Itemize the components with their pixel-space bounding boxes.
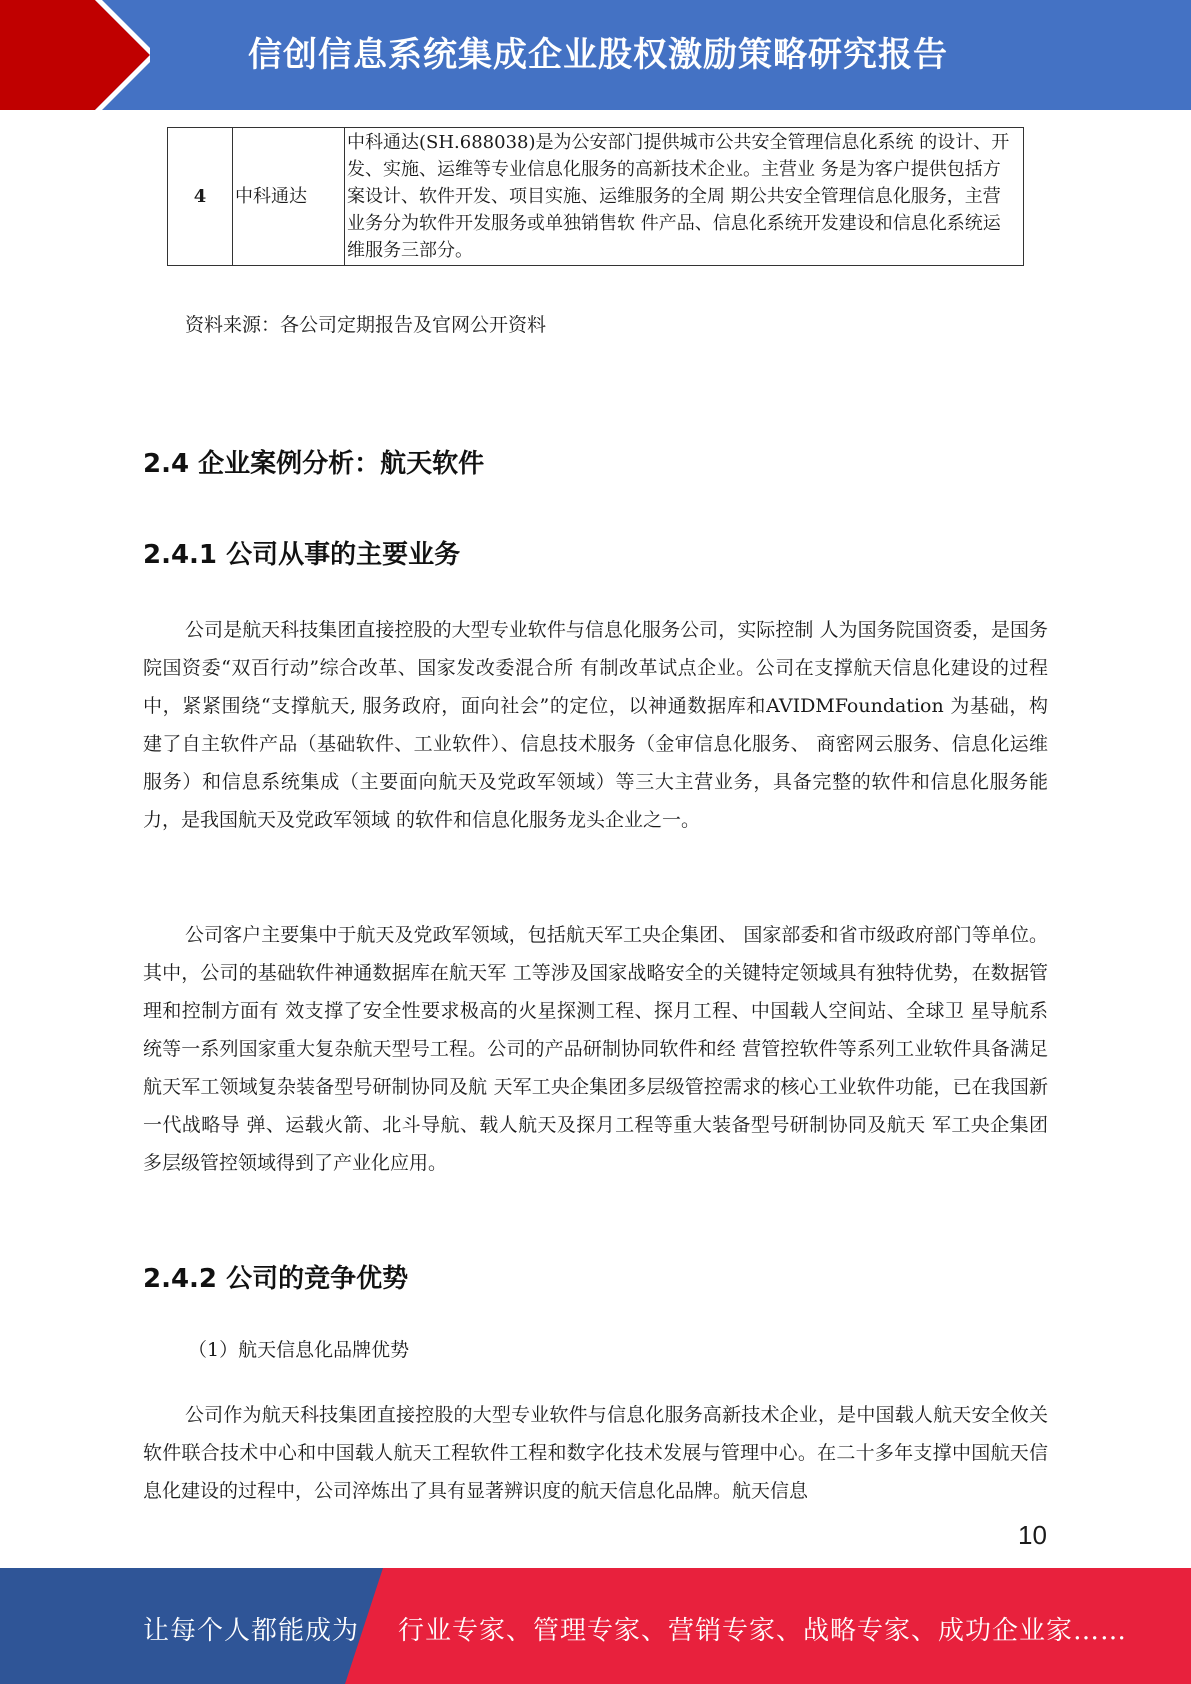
company-table — [167, 127, 1024, 266]
footer-slogan-left: 让每个人都能成为 — [143, 1616, 360, 1646]
page-number: 10 — [1018, 1520, 1047, 1550]
table-cell-name: 中科通达 — [233, 128, 345, 266]
table-cell-desc: 中科通达(SH.688038)是为公安部门提供城市公共安全管理信息化系统 的设计、开发、实施、运维等专业信息化服务的高新技术企业。主营业 务是为客户提供包括方案设计、软件开发、项目实施、运维服务的全周 期公共安全管理信息化服务，主营业务分为软件开发服务或单独销售软 件产品、信息化系统开发建设和信息化系统运维服务三部分。 — [345, 128, 1024, 266]
paragraph-customers: 公司客户主要集中于航天及党政军领域，包括航天军工央企集团、 国家部委和省市级政府部门等单位。其中，公司的基础软件神通数据库在航天军 工等涉及国家战略安全的关键特定领域具有独特优势，在数据管理和控制方面有 效支撑了安全性要求极高的火星探测工程、探月工程、中国载人空间站、全球卫 星导航系统等一系列国家重大复杂航天型号工程。公司的产品研制协同软件和经 营管控软件等系列工业软件具备满足航天军工领域复杂装备型号研制协同及航 天军工央企集团多层级管控需求的核心工业软件功能，已在我国新一代战略导 弹、运载火箭、北斗导航、载人航天及探月工程等重大装备型号研制协同及航天 军工央企集团多层级管控领域得到了产业化应用。 — [143, 924, 1048, 1174]
paragraph-business: 公司是航天科技集团直接控股的大型专业软件与信息化服务公司，实际控制 人为国务院国资委，是国务院国资委“双百行动”综合改革、国家发改委混合所 有制改革试点企业。公司在支撑航天信息化建设的过程中，紧紧围绕“支撑航天, 服务政府，面向社会”的定位，以神通数据库和AVIDMFoundation 为基础，构 建了自主软件产品（基础软件、工业软件）、信息技术服务（金审信息化服务、 商密网云服务、信息化运维服务）和信息系统集成（主要面向航天及党政军领域）等三大主营业务，具备完整的软件和信息化服务能力，是我国航天及党政军领域 的软件和信息化服务龙头企业之一。 — [143, 619, 1048, 831]
source-note: 资料来源：各公司定期报告及官网公开资料 — [185, 314, 547, 336]
header-red-chevron — [0, 0, 150, 110]
table-row — [168, 128, 1024, 266]
page-footer — [0, 1568, 1191, 1684]
section-heading-2-4-1: 2.4.1 公司从事的主要业务 — [143, 540, 461, 570]
paragraph-brand: 公司作为航天科技集团直接控股的大型专业软件与信息化服务高新技术企业，是中国载人航天安全攸关软件联合技术中心和中国载人航天工程软件工程和数字化技术发展与管理中心。在二十多年支撑中国航天信息化建设的过程中，公司淬炼出了具有显著辨识度的航天信息化品牌。航天信息 — [143, 1404, 1048, 1502]
section-heading-2-4: 2.4 企业案例分析：航天软件 — [143, 449, 485, 479]
header-title: 信创信息系统集成企业股权激励策略研究报告 — [248, 35, 948, 75]
section-heading-2-4-2: 2.4.2 公司的竞争优势 — [143, 1264, 409, 1294]
page-header — [0, 0, 1191, 110]
footer-slogan-right: 行业专家、管理专家、营销专家、战略专家、成功企业家…… — [398, 1616, 1128, 1646]
table-cell-num: 4 — [168, 128, 233, 266]
subheading-brand-advantage: （1）航天信息化品牌优势 — [188, 1339, 410, 1361]
